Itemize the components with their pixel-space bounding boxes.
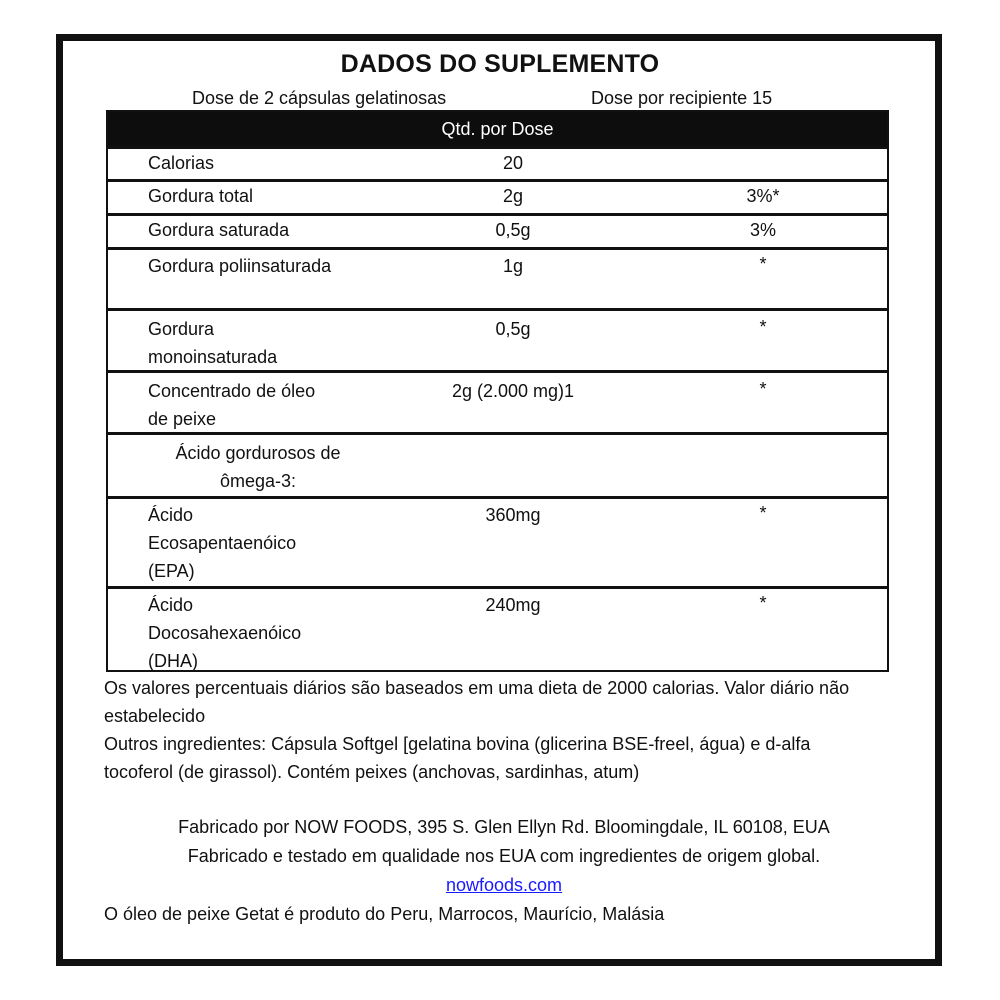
website-link[interactable]: nowfoods.com bbox=[445, 875, 563, 895]
row-daily-value: 3% bbox=[749, 220, 776, 240]
row-nutrient: Calorias bbox=[148, 153, 215, 173]
table-row bbox=[108, 216, 887, 250]
row-amount: 2g bbox=[502, 186, 524, 206]
row-daily-value: * bbox=[759, 254, 767, 274]
table-row bbox=[108, 311, 887, 373]
table-row bbox=[108, 182, 887, 216]
table-row bbox=[108, 250, 887, 311]
manufacturer-info: Fabricado por NOW FOODS, 395 S. Glen Ellyn Rd. Bloomingdale, IL 60108, EUA bbox=[178, 817, 830, 837]
row-daily-value: * bbox=[759, 593, 767, 613]
other-ingredients: Outros ingredientes: Cápsula Softgel [gelatina bovina (glicerina BSE-freel, água) e d-alfa tocoferol (de girassol). Contém peixes (anchovas, sardinhas, atum) bbox=[104, 734, 811, 782]
row-daily-value: 3%* bbox=[746, 186, 780, 206]
table-header: Qtd. por Dose bbox=[108, 112, 887, 149]
table-row bbox=[108, 373, 887, 435]
row-nutrient: Gordura poliinsaturada bbox=[148, 256, 332, 276]
serving-size: Dose de 2 cápsulas gelatinosas bbox=[192, 88, 447, 108]
row-nutrient: Gordura total bbox=[148, 186, 254, 206]
row-amount: 1g bbox=[502, 256, 524, 276]
row-nutrient: Ácido gordurosos de ômega-3: bbox=[175, 443, 341, 491]
page-title: DADOS DO SUPLEMENTO bbox=[340, 50, 660, 78]
row-amount: 0,5g bbox=[495, 319, 531, 339]
row-nutrient: Gordura saturada bbox=[148, 220, 290, 240]
row-daily-value: * bbox=[759, 379, 767, 399]
quality-statement: Fabricado e testado em qualidade nos EUA com ingredientes de origem global. bbox=[187, 846, 821, 866]
row-amount: 20 bbox=[502, 153, 524, 173]
table-row bbox=[108, 435, 887, 499]
table-row bbox=[108, 589, 887, 670]
row-amount: 360mg bbox=[485, 505, 541, 525]
supplement-facts-table bbox=[106, 110, 889, 672]
notes bbox=[104, 674, 884, 786]
row-nutrient: Ácido Ecosapentaenóico (EPA) bbox=[148, 505, 297, 581]
row-nutrient: Ácido Docosahexaenóico (DHA) bbox=[148, 595, 302, 671]
table-row bbox=[108, 149, 887, 182]
row-nutrient: Concentrado de óleo de peixe bbox=[148, 381, 316, 429]
row-amount: 2g (2.000 mg)1 bbox=[451, 381, 575, 401]
table-row bbox=[108, 499, 887, 589]
row-daily-value: * bbox=[759, 503, 767, 523]
row-nutrient: Gordura monoinsaturada bbox=[148, 319, 278, 367]
row-daily-value: * bbox=[759, 317, 767, 337]
origin-statement: O óleo de peixe Getat é produto do Peru, Marrocos, Maurício, Malásia bbox=[104, 904, 665, 924]
servings-per-container: Dose por recipiente 15 bbox=[591, 88, 773, 108]
daily-value-note: Os valores percentuais diários são baseados em uma dieta de 2000 calorias. Valor diário não estabelecido bbox=[104, 678, 850, 726]
footer bbox=[104, 813, 904, 929]
row-amount: 0,5g bbox=[495, 220, 531, 240]
row-amount: 240mg bbox=[485, 595, 541, 615]
